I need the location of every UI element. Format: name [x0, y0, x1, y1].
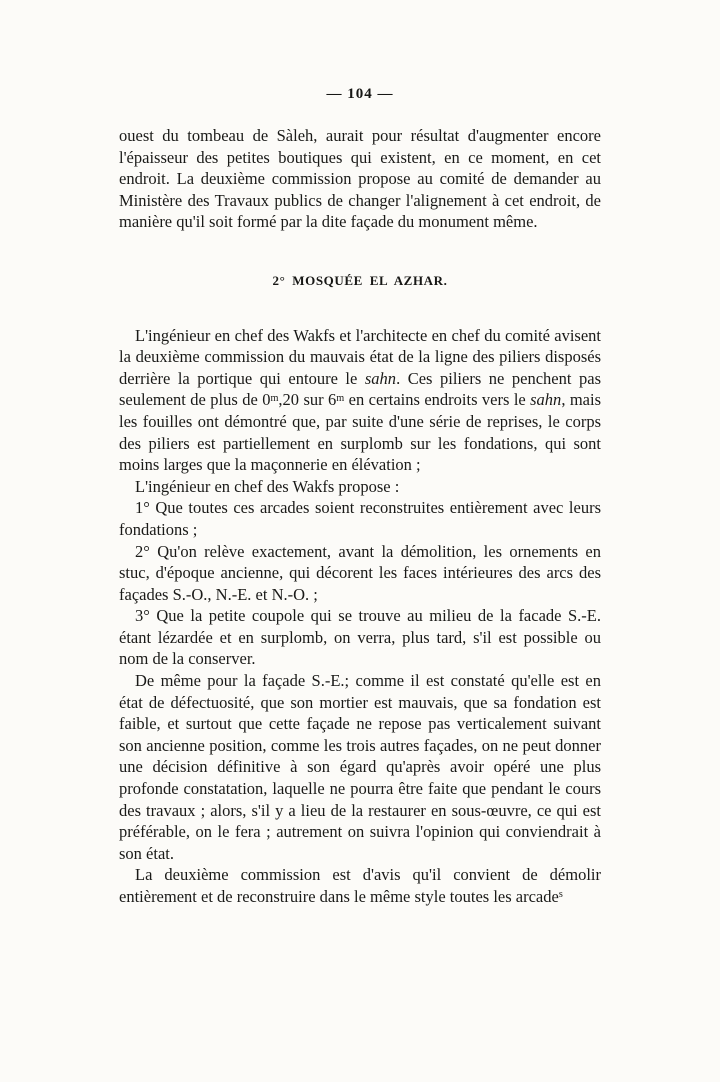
paragraph: 3° Que la petite coupole qui se trouve au milieu de la facade S.-E. étant lézardée et en surplomb, on verra, plus tard, s'il est possible ou nom de la conserver. — [119, 606, 601, 669]
page-content — [119, 125, 601, 908]
paragraph: 2° Qu'on relève exactement, avant la démolition, les ornements en stuc, d'époque ancienne, qui décorent les faces intérieures des arcs des façades S.-O., N.-E. et N.-O. ; — [119, 541, 601, 604]
paragraph: L'ingénieur en chef des Wakfs et l'architecte en chef du comité avisent la deuxième commission du mauvais état de la ligne des piliers disposés derrière la portique qui entoure le sahn. Ces piliers ne penchent pas seulement de plus de 0$^m$,20 sur 6$^m$ en certains endroits vers le sahn, mais les fouilles ont démontré que, par suite d'une série de reprises, le corps des piliers est partiellement en surplomb sur les fondations, qui sont moins larges que la maçonnerie en élévation ; — [119, 325, 602, 475]
page-number: — 104 — — [326, 86, 394, 102]
paragraph: La deuxième commission est d'avis qu'il convient de démolir entièrement et de reconstruire dans le même style toutes les arcade$^s$ — [119, 865, 601, 906]
paragraph: De même pour la façade S.-E.; comme il est constaté qu'elle est en état de défectuosité, que son mortier est mauvais, que sa fondation est faible, et surtout que cette façade ne repose pas verticalement suivant son ancienne position, comme les trois autres façades, on ne peut donner une décision définitive à son égard qu'après avoir opéré une plus profonde constatation, laquelle ne pourra être faite que pendant le cours des travaux ; alors, s'il y a lieu de la restaurer en sous-œuvre, ce qui est préférable, on le fera ; autrement on suivra l'opinion qui conviendrait à son état. — [119, 671, 601, 863]
paragraph: ouest du tombeau de Sàleh, aurait pour résultat d'augmenter encore l'épaisseur des petites boutiques qui existent, en ce moment, en cet endroit. La deuxième commission propose au comité de demander au Ministère des Travaux publics de changer l'alignement à cet endroit, de manière qu'il soit formé par la dite façade du monument même. — [119, 126, 601, 232]
paragraph: L'ingénieur en chef des Wakfs propose : — [135, 476, 400, 496]
section-heading: 2° MOSQUÉE EL AZHAR. — [272, 272, 448, 288]
paragraph: 1° Que toutes ces arcades soient reconstruites entièrement avec leurs fondations ; — [119, 498, 601, 539]
